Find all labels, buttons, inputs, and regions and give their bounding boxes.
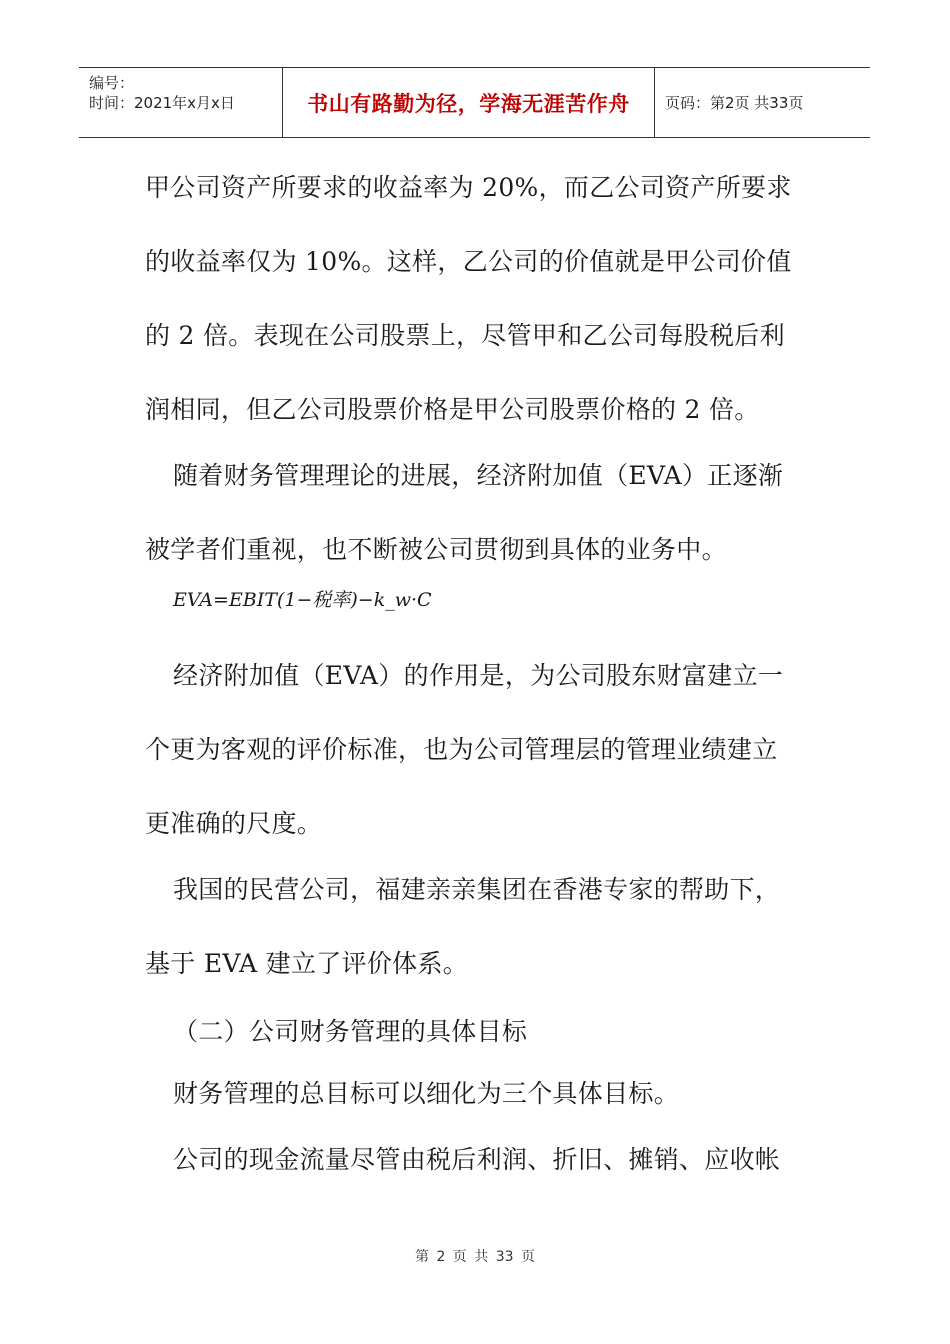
paragraph-line: 我国的民营公司，福建亲亲集团在香港专家的帮助下，	[173, 875, 781, 904]
header-page-cell	[655, 68, 870, 137]
paragraph-line: 甲公司资产所要求的收益率为 20%，而乙公司资产所要求	[145, 173, 792, 202]
page-label: 页码：第2页 共33页	[665, 94, 804, 112]
number-label: 编号：	[89, 74, 135, 92]
paragraph-line: 的收益率仅为 10%。这样，乙公司的价值就是甲公司价值	[145, 247, 792, 276]
paragraph-line: 财务管理的总目标可以细化为三个具体目标。	[173, 1079, 680, 1108]
date-label: 时间：2021年x月x日	[89, 94, 235, 112]
paragraph-line: 经济附加值（EVA）的作用是，为公司股东财富建立一	[173, 661, 784, 690]
eva-formula: EVA=EBIT(1−税率)−k_w·C	[173, 589, 432, 611]
header-table	[79, 67, 870, 138]
section-heading: （二）公司财务管理的具体目标	[173, 1017, 528, 1046]
paragraph-line: 随着财务管理理论的进展，经济附加值（EVA）正逐渐	[173, 461, 784, 490]
paragraph-line: 公司的现金流量尽管由税后利润、折旧、摊销、应收帐	[173, 1145, 781, 1174]
paragraph-line: 更准确的尺度。	[145, 809, 323, 838]
paragraph-line: 的 2 倍。表现在公司股票上，尽管甲和乙公司每股税后利	[145, 321, 785, 350]
header-info-cell	[79, 68, 283, 137]
paragraph-line: 被学者们重视，也不断被公司贯彻到具体的业务中。	[145, 535, 727, 564]
motto: 书山有路勤为径，学海无涯苦作舟	[307, 91, 630, 116]
paragraph-line: 基于 EVA 建立了评价体系。	[145, 949, 469, 978]
paragraph-line: 润相同，但乙公司股票价格是甲公司股票价格的 2 倍。	[145, 395, 760, 424]
header-motto-cell	[283, 68, 655, 137]
page-footer: 第 2 页 共 33 页	[415, 1249, 535, 1265]
paragraph-line: 个更为客观的评价标准，也为公司管理层的管理业绩建立	[145, 735, 778, 764]
